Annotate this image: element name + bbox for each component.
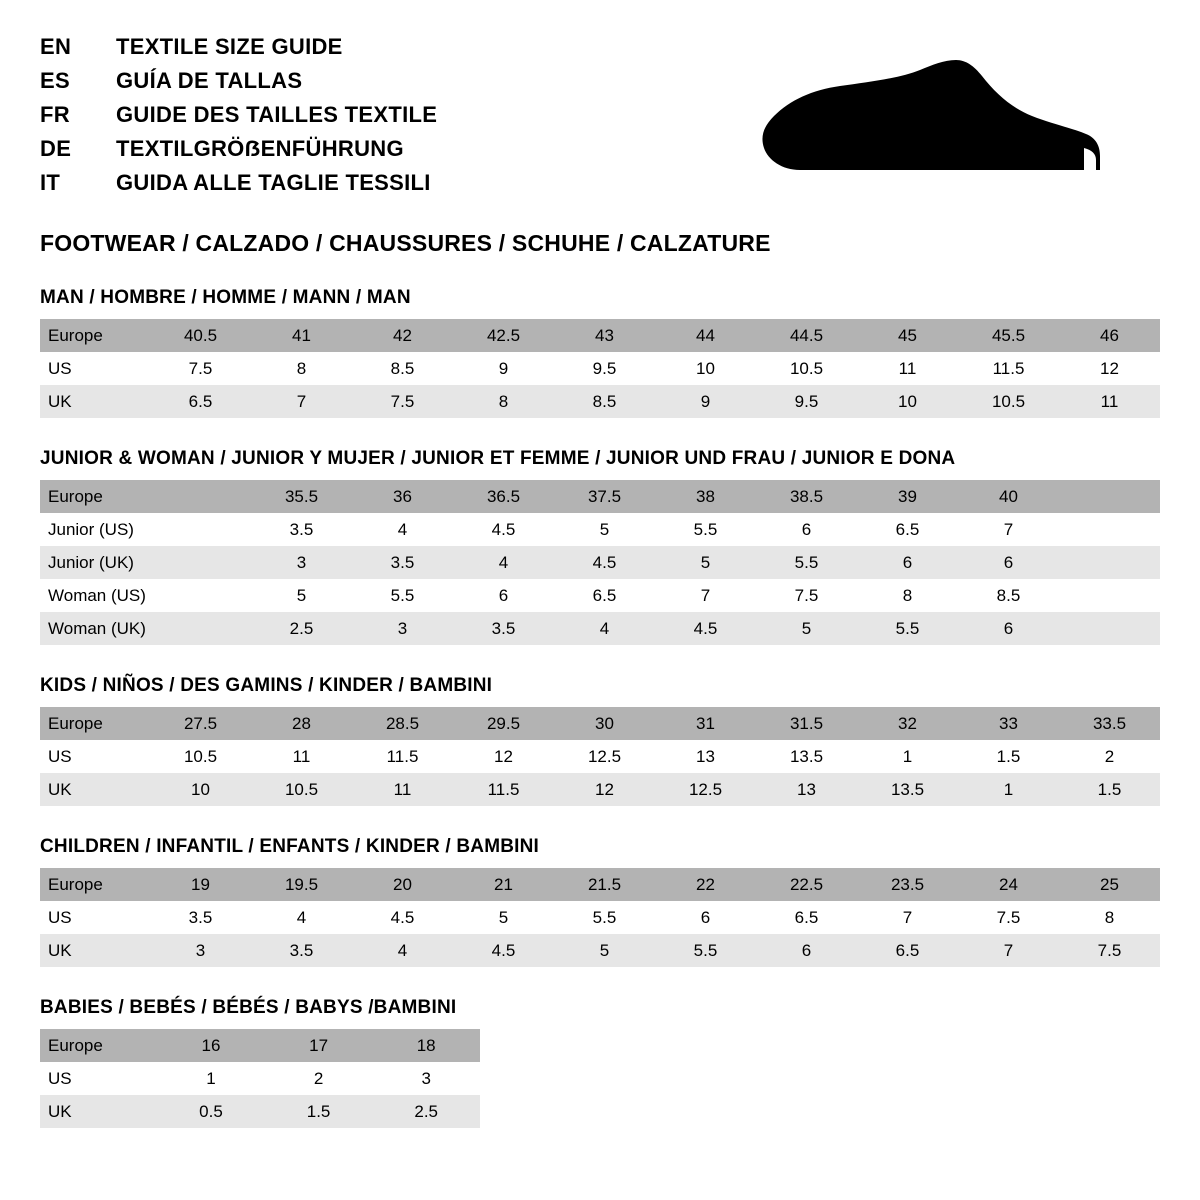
cell: 3 — [251, 546, 352, 579]
cell — [1059, 579, 1160, 612]
dress-shoe-icon — [760, 56, 1100, 191]
cell: 5.5 — [352, 579, 453, 612]
section-children — [40, 836, 1160, 967]
cell: 22.5 — [756, 868, 857, 901]
cell: 11.5 — [958, 352, 1059, 385]
cell: 35.5 — [251, 480, 352, 513]
cell: 7 — [655, 579, 756, 612]
section-junior-woman — [40, 448, 1160, 645]
cell — [1059, 546, 1160, 579]
cell: 7.5 — [150, 352, 251, 385]
cell: 46 — [1059, 319, 1160, 352]
row-label: US — [40, 352, 150, 385]
cell: 4 — [352, 934, 453, 967]
cell: 20 — [352, 868, 453, 901]
cell: 7.5 — [756, 579, 857, 612]
cell: 11.5 — [453, 773, 554, 806]
row-label: Woman (US) — [40, 579, 150, 612]
section-title: BABIES / BEBÉS / BÉBÉS / BABYS /BAMBINI — [40, 997, 457, 1018]
cell: 6 — [958, 612, 1059, 645]
cell: 17 — [265, 1029, 373, 1062]
language-row — [40, 136, 437, 170]
cell: 0.5 — [157, 1095, 265, 1128]
cell: 6.5 — [150, 385, 251, 418]
cell: 13 — [756, 773, 857, 806]
cell: 9.5 — [756, 385, 857, 418]
row-label: Europe — [40, 480, 150, 513]
language-title: GUIDE DES TAILLES TEXTILE — [116, 102, 438, 127]
cell: 4.5 — [453, 934, 554, 967]
cell: 3.5 — [352, 546, 453, 579]
cell: 11 — [857, 352, 958, 385]
language-code: EN — [40, 34, 72, 59]
section-title: MAN / HOMBRE / HOMME / MANN / MAN — [40, 287, 411, 308]
table-row — [40, 901, 1160, 934]
cell — [150, 513, 251, 546]
cell: 7.5 — [1059, 934, 1160, 967]
cell: 33.5 — [1059, 707, 1160, 740]
cell: 2 — [1059, 740, 1160, 773]
cell: 19 — [150, 868, 251, 901]
table-row — [40, 868, 1160, 901]
cell: 38 — [655, 480, 756, 513]
cell: 11 — [352, 773, 453, 806]
cell: 1 — [157, 1062, 265, 1095]
cell: 5.5 — [554, 901, 655, 934]
size-table-babies — [40, 1029, 480, 1128]
size-table-children — [40, 868, 1160, 967]
row-label: Europe — [40, 707, 150, 740]
cell: 42 — [352, 319, 453, 352]
cell: 19.5 — [251, 868, 352, 901]
table-row — [40, 740, 1160, 773]
cell: 9 — [453, 352, 554, 385]
cell: 22 — [655, 868, 756, 901]
cell: 10.5 — [756, 352, 857, 385]
size-table-junior-woman — [40, 480, 1160, 645]
cell: 5.5 — [655, 513, 756, 546]
cell: 6 — [756, 934, 857, 967]
table-row — [40, 385, 1160, 418]
cell: 8 — [1059, 901, 1160, 934]
cell: 45.5 — [958, 319, 1059, 352]
cell: 4 — [453, 546, 554, 579]
cell: 6.5 — [554, 579, 655, 612]
cell: 45 — [857, 319, 958, 352]
cell: 10 — [150, 773, 251, 806]
cell: 9 — [655, 385, 756, 418]
cell: 38.5 — [756, 480, 857, 513]
cell: 8 — [251, 352, 352, 385]
cell: 5.5 — [756, 546, 857, 579]
cell: 44 — [655, 319, 756, 352]
size-table-kids — [40, 707, 1160, 806]
cell: 3.5 — [251, 513, 352, 546]
table-row — [40, 480, 1160, 513]
cell — [150, 579, 251, 612]
cell: 24 — [958, 868, 1059, 901]
row-label: UK — [40, 385, 150, 418]
cell: 12 — [453, 740, 554, 773]
language-code: FR — [40, 102, 70, 127]
cell: 18 — [372, 1029, 480, 1062]
table-row — [40, 1095, 480, 1128]
cell: 3.5 — [150, 901, 251, 934]
cell — [1059, 612, 1160, 645]
cell: 30 — [554, 707, 655, 740]
cell: 8.5 — [958, 579, 1059, 612]
cell: 31 — [655, 707, 756, 740]
cell: 39 — [857, 480, 958, 513]
cell: 4 — [251, 901, 352, 934]
cell: 25 — [1059, 868, 1160, 901]
cell: 31.5 — [756, 707, 857, 740]
row-label: Woman (UK) — [40, 612, 150, 645]
table-row — [40, 352, 1160, 385]
cell: 8 — [453, 385, 554, 418]
cell: 8 — [857, 579, 958, 612]
cell: 13 — [655, 740, 756, 773]
cell: 7.5 — [958, 901, 1059, 934]
cell — [1059, 480, 1160, 513]
table-row — [40, 319, 1160, 352]
category-heading: FOOTWEAR / CALZADO / CHAUSSURES / SCHUHE / CALZATURE — [40, 230, 771, 256]
cell: 23.5 — [857, 868, 958, 901]
section-man — [40, 287, 1160, 418]
cell: 21.5 — [554, 868, 655, 901]
cell: 36 — [352, 480, 453, 513]
cell: 28.5 — [352, 707, 453, 740]
row-label: Europe — [40, 319, 150, 352]
cell: 12.5 — [554, 740, 655, 773]
language-title: TEXTILGRÖẞENFÜHRUNG — [116, 136, 404, 161]
cell: 27.5 — [150, 707, 251, 740]
cell: 12.5 — [655, 773, 756, 806]
cell — [150, 480, 251, 513]
language-title: TEXTILE SIZE GUIDE — [116, 34, 343, 59]
cell: 6 — [958, 546, 1059, 579]
table-row — [40, 773, 1160, 806]
cell: 6 — [857, 546, 958, 579]
row-label: Europe — [40, 1029, 157, 1062]
cell: 5.5 — [655, 934, 756, 967]
cell: 43 — [554, 319, 655, 352]
cell: 13.5 — [756, 740, 857, 773]
cell: 4 — [352, 513, 453, 546]
cell: 5 — [756, 612, 857, 645]
cell: 7 — [251, 385, 352, 418]
cell: 28 — [251, 707, 352, 740]
cell: 6 — [756, 513, 857, 546]
table-row — [40, 707, 1160, 740]
cell: 40.5 — [150, 319, 251, 352]
table-row — [40, 546, 1160, 579]
cell: 11 — [251, 740, 352, 773]
row-label: US — [40, 1062, 157, 1095]
cell: 11 — [1059, 385, 1160, 418]
cell — [1059, 513, 1160, 546]
cell: 29.5 — [453, 707, 554, 740]
cell: 3.5 — [251, 934, 352, 967]
language-title-list — [40, 34, 437, 204]
cell: 5.5 — [857, 612, 958, 645]
cell: 1.5 — [958, 740, 1059, 773]
cell: 6 — [453, 579, 554, 612]
cell — [150, 612, 251, 645]
cell: 12 — [1059, 352, 1160, 385]
row-label: UK — [40, 1095, 157, 1128]
cell: 37.5 — [554, 480, 655, 513]
cell: 10 — [857, 385, 958, 418]
table-row — [40, 579, 1160, 612]
cell: 16 — [157, 1029, 265, 1062]
cell: 5 — [453, 901, 554, 934]
cell: 7.5 — [352, 385, 453, 418]
cell: 11.5 — [352, 740, 453, 773]
cell — [150, 546, 251, 579]
table-row — [40, 612, 1160, 645]
cell: 1 — [857, 740, 958, 773]
language-title: GUIDA ALLE TAGLIE TESSILI — [116, 170, 431, 195]
cell: 21 — [453, 868, 554, 901]
cell: 3 — [150, 934, 251, 967]
cell: 2.5 — [251, 612, 352, 645]
cell: 4.5 — [453, 513, 554, 546]
cell: 5 — [554, 513, 655, 546]
cell: 10.5 — [150, 740, 251, 773]
language-row — [40, 102, 437, 136]
cell: 1 — [958, 773, 1059, 806]
cell: 1.5 — [1059, 773, 1160, 806]
cell: 6 — [655, 901, 756, 934]
cell: 3 — [372, 1062, 480, 1095]
cell: 5 — [251, 579, 352, 612]
page-header — [40, 34, 1160, 204]
language-title: GUÍA DE TALLAS — [116, 68, 303, 93]
cell: 10.5 — [958, 385, 1059, 418]
cell: 12 — [554, 773, 655, 806]
cell: 10.5 — [251, 773, 352, 806]
section-babies — [40, 997, 1160, 1128]
table-row — [40, 513, 1160, 546]
cell: 5 — [655, 546, 756, 579]
cell: 4 — [554, 612, 655, 645]
cell: 44.5 — [756, 319, 857, 352]
language-code: IT — [40, 170, 61, 195]
table-row — [40, 934, 1160, 967]
cell: 3.5 — [453, 612, 554, 645]
table-row — [40, 1062, 480, 1095]
cell: 6.5 — [857, 513, 958, 546]
row-label: UK — [40, 773, 150, 806]
size-table-man — [40, 319, 1160, 418]
row-label: US — [40, 740, 150, 773]
cell: 6.5 — [756, 901, 857, 934]
cell: 7 — [857, 901, 958, 934]
cell: 9.5 — [554, 352, 655, 385]
cell: 2 — [265, 1062, 373, 1095]
cell: 3 — [352, 612, 453, 645]
section-title: JUNIOR & WOMAN / JUNIOR Y MUJER / JUNIOR ET FEMME / JUNIOR UND FRAU / JUNIOR E DONA — [40, 448, 956, 469]
row-label: Junior (UK) — [40, 546, 150, 579]
cell: 8.5 — [554, 385, 655, 418]
cell: 7 — [958, 934, 1059, 967]
language-row — [40, 170, 437, 204]
cell: 32 — [857, 707, 958, 740]
cell: 40 — [958, 480, 1059, 513]
language-code: DE — [40, 136, 72, 161]
cell: 4.5 — [655, 612, 756, 645]
row-label: UK — [40, 934, 150, 967]
cell: 36.5 — [453, 480, 554, 513]
cell: 41 — [251, 319, 352, 352]
cell: 10 — [655, 352, 756, 385]
cell: 8.5 — [352, 352, 453, 385]
row-label: Junior (US) — [40, 513, 150, 546]
table-row — [40, 1029, 480, 1062]
language-code: ES — [40, 68, 70, 93]
section-kids — [40, 675, 1160, 806]
section-title: CHILDREN / INFANTIL / ENFANTS / KINDER / BAMBINI — [40, 836, 540, 857]
row-label: Europe — [40, 868, 150, 901]
cell: 7 — [958, 513, 1059, 546]
cell: 42.5 — [453, 319, 554, 352]
cell: 1.5 — [265, 1095, 373, 1128]
cell: 33 — [958, 707, 1059, 740]
language-row — [40, 34, 437, 68]
cell: 13.5 — [857, 773, 958, 806]
cell: 5 — [554, 934, 655, 967]
row-label: US — [40, 901, 150, 934]
cell: 2.5 — [372, 1095, 480, 1128]
section-title: KIDS / NIÑOS / DES GAMINS / KINDER / BAMBINI — [40, 675, 493, 696]
language-row — [40, 68, 437, 102]
cell: 4.5 — [352, 901, 453, 934]
cell: 6.5 — [857, 934, 958, 967]
cell: 4.5 — [554, 546, 655, 579]
